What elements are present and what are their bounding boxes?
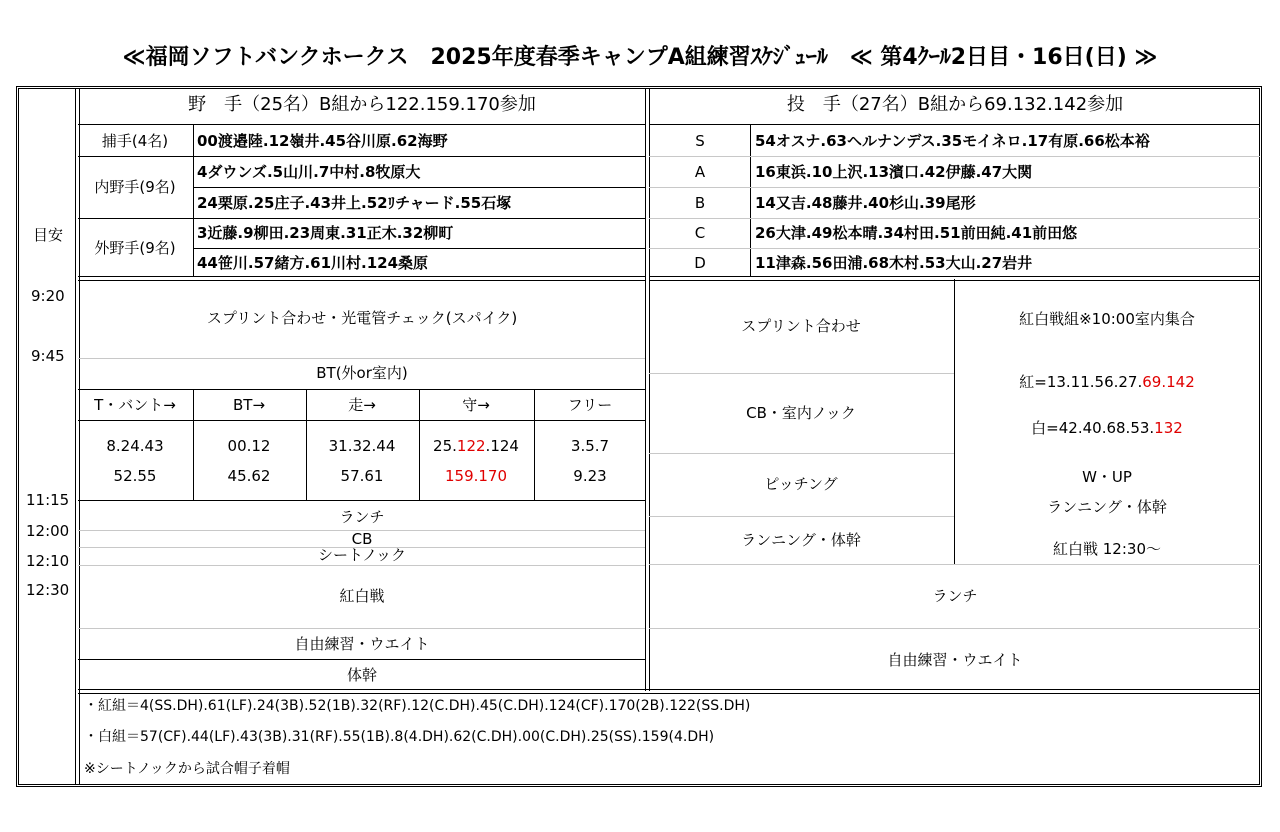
pitcher-running: ランニング・体幹 [741, 531, 861, 549]
rotation-header: 走→ [348, 396, 376, 414]
rotation-cell: 3.5.7 [570, 437, 610, 455]
rotation-header: T・バント→ [94, 396, 176, 414]
page-title: ≪福岡ソフトバンクホークス 2025年度春季キャンプA組練習ｽｹｼﾞｭｰﾙ ≪ 第4ｸｰﾙ2日目・16日(日) ≫ [122, 45, 1158, 70]
roster-row: 4ダウンズ.5山川.7中村.8牧原大 [197, 163, 421, 181]
pitcher-sprint: スプリント合わせ [741, 317, 861, 335]
time-column-label: 目安 [33, 226, 64, 244]
time-label: 9:45 [31, 347, 65, 365]
fielder-lunch: ランチ [339, 508, 385, 526]
game-group-time: 紅白戦 12:30～ [1053, 540, 1161, 558]
rotation-cell: 25.122.124 [433, 437, 519, 455]
pitcher-grade: B [694, 194, 706, 212]
note-cap: ※シートノックから試合帽子着帽 [84, 761, 290, 777]
rotation-cell: 159.170 [444, 467, 508, 485]
pitcher-lunch: ランチ [932, 587, 978, 605]
game-group-title: 紅白戦組※10:00室内集合 [1019, 310, 1195, 328]
fielder-core: 体幹 [346, 666, 378, 684]
rotation-cell: 8.24.43 [106, 437, 164, 455]
time-label: 12:30 [26, 581, 70, 599]
roster-row: 3近藤.9柳田.23周東.31正木.32柳町 [197, 224, 454, 242]
fielder-bt: BT(外or室内) [316, 364, 408, 382]
roster-row: 44笹川.57緒方.61川村.124桑原 [197, 254, 429, 272]
pitcher-pitching: ピッチング [764, 475, 838, 493]
fielder-seat-knock: シートノック [317, 546, 407, 564]
rotation-cell: 00.12 [227, 437, 271, 455]
pitcher-grade: D [694, 254, 706, 272]
time-label: 11:15 [26, 491, 70, 509]
position-label-outfield: 外野手(9名) [94, 239, 176, 257]
pitcher-grade: C [694, 224, 706, 242]
time-label: 12:00 [26, 522, 70, 540]
game-group-wup: W・UP [1082, 468, 1132, 486]
pitcher-free-weight: 自由練習・ウエイト [887, 651, 1023, 669]
pitcher-grade: S [695, 132, 705, 150]
game-group-running: ランニング・体幹 [1047, 498, 1167, 516]
rotation-header: 守→ [462, 396, 490, 414]
time-label: 12:10 [26, 552, 70, 570]
fielder-free-weight: 自由練習・ウエイト [294, 635, 430, 653]
game-group-white: 白=42.40.68.53.132 [1031, 419, 1183, 437]
fielder-header: 野 手（25名）B組から122.159.170参加 [188, 94, 536, 115]
rotation-cell: 52.55 [113, 467, 157, 485]
rotation-header: フリー [567, 396, 613, 414]
rotation-cell: 9.23 [573, 467, 607, 485]
note-red-team: ・紅組＝4(SS.DH).61(LF).24(3B).52(1B).32(RF).12(C.DH).45(C.DH).124(CF).170(2B).122(SS.DH) [84, 698, 751, 714]
fielder-sprint: スプリント合わせ・光電管チェック(スパイク) [206, 309, 518, 327]
pitcher-row: 54オスナ.63ヘルナンデス.35モイネロ.17有原.66松本裕 [755, 132, 1150, 150]
fielder-game: 紅白戦 [339, 587, 385, 605]
pitcher-header: 投 手（27名）B組から69.132.142参加 [786, 94, 1124, 115]
note-white-team: ・白組＝57(CF).44(LF).43(3B).31(RF).55(1B).8(4.DH).62(C.DH).00(C.DH).25(SS).159(4.DH) [84, 729, 715, 745]
rotation-cell: 45.62 [227, 467, 271, 485]
position-label-catcher: 捕手(4名) [101, 132, 169, 150]
time-label: 9:20 [31, 287, 65, 305]
rotation-cell: 57.61 [340, 467, 384, 485]
pitcher-grade: A [694, 163, 706, 181]
roster-row: 00渡邉陸.12嶺井.45谷川原.62海野 [197, 132, 448, 150]
pitcher-row: 14又吉.48藤井.40杉山.39尾形 [755, 194, 976, 212]
position-label-infield: 内野手(9名) [94, 178, 176, 196]
pitcher-row: 26大津.49松本晴.34村田.51前田純.41前田悠 [755, 224, 1078, 242]
pitcher-cb-knock: CB・室内ノック [746, 404, 856, 422]
pitcher-row: 16東浜.10上沢.13濱口.42伊藤.47大関 [755, 163, 1033, 181]
game-group-red: 紅=13.11.56.27.69.142 [1019, 373, 1195, 391]
roster-row: 24栗原.25庄子.43井上.52ﾘチャード.55石塚 [197, 194, 512, 212]
pitcher-row: 11津森.56田浦.68木村.53大山.27岩井 [755, 254, 1033, 272]
fielder-cb: CB [351, 530, 373, 548]
rotation-header: BT→ [232, 396, 266, 414]
rotation-cell: 31.32.44 [328, 437, 396, 455]
